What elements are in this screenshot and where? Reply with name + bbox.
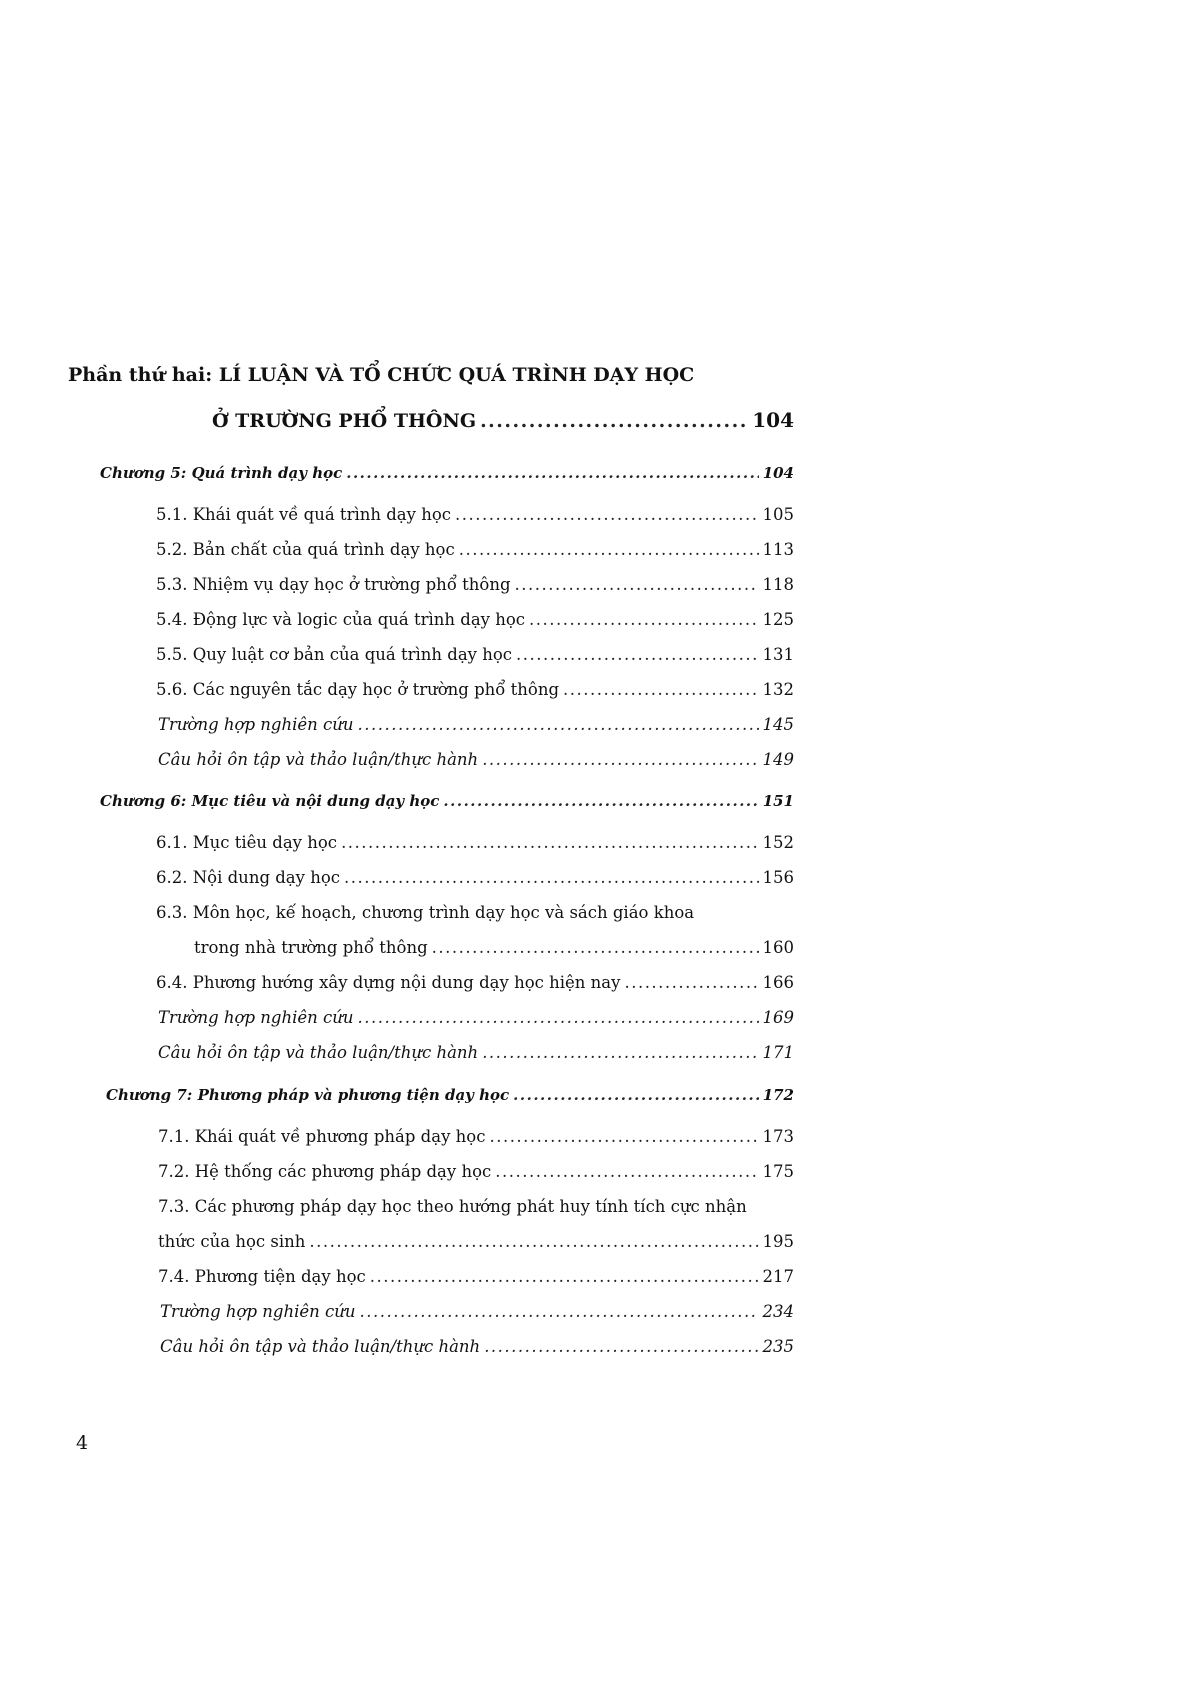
entry-page-number: 235: [762, 1337, 794, 1356]
entry-page-number: 156: [762, 868, 794, 887]
leader-dots: [357, 1008, 758, 1027]
part-heading: [68, 364, 694, 386]
entry-page-number: 152: [762, 833, 794, 852]
entry-title: 6.4. Phương hướng xây dựng nội dung dạy học hiện nay: [156, 973, 621, 992]
entry-page-number: 125: [762, 610, 794, 629]
leader-dots: [359, 1302, 758, 1321]
leader-dots: [563, 680, 758, 699]
leader-dots: [370, 1267, 759, 1286]
leader-dots: [443, 792, 758, 810]
entry-page-number: 171: [762, 1043, 794, 1062]
leader-dots: [495, 1162, 758, 1181]
chapter-page-number: 172: [762, 1086, 794, 1104]
chapter-title: Chương 7: Phương pháp và phương tiện dạy học: [106, 1086, 510, 1104]
chapter-page-number: 104: [762, 464, 794, 482]
entry-title: 6.3. Môn học, kế hoạch, chương trình dạy học và sách giáo khoa: [156, 903, 695, 922]
entry-title: 5.5. Quy luật cơ bản của quá trình dạy học: [156, 645, 513, 664]
part-title-line1: LÍ LUẬN VÀ TỔ CHỨC QUÁ TRÌNH DẠY HỌC: [218, 364, 695, 386]
toc-entry[interactable]: [158, 1267, 794, 1286]
entry-title: 5.6. Các nguyên tắc dạy học ở trường phổ thông: [156, 680, 560, 699]
toc-entry[interactable]: [156, 645, 794, 664]
entry-title: 7.1. Khái quát về phương pháp dạy học: [158, 1127, 486, 1146]
entry-page-number: 118: [762, 575, 794, 594]
entry-title: 5.3. Nhiệm vụ dạy học ở trường phổ thông: [156, 575, 511, 594]
leader-dots: [346, 464, 758, 482]
toc-entry[interactable]: [194, 938, 794, 957]
toc-entry[interactable]: [156, 540, 794, 559]
leader-dots: [341, 833, 758, 852]
toc-entry[interactable]: [160, 1302, 794, 1321]
page-number: 4: [76, 1432, 89, 1454]
leader-dots: [480, 410, 748, 432]
entry-page-number: 105: [762, 505, 794, 524]
leader-dots: [432, 938, 759, 957]
leader-dots: [309, 1232, 758, 1251]
leader-dots: [357, 715, 758, 734]
toc-entry[interactable]: [156, 610, 794, 629]
leader-dots: [515, 575, 759, 594]
leader-dots: [482, 750, 758, 769]
entry-page-number: 195: [762, 1232, 794, 1251]
toc-entry[interactable]: [156, 680, 794, 699]
leader-dots: [484, 1337, 758, 1356]
leader-dots: [482, 1043, 758, 1062]
entry-title-continued: thức của học sinh: [158, 1232, 306, 1251]
toc-entry[interactable]: [158, 1127, 794, 1146]
leader-dots: [344, 868, 758, 887]
chapter-5-entry[interactable]: [100, 464, 794, 482]
entry-page-number: 113: [762, 540, 794, 559]
chapter-title: Chương 5: Quá trình dạy học: [100, 464, 343, 482]
leader-dots: [529, 610, 758, 629]
toc-entry[interactable]: [156, 505, 794, 524]
leader-dots: [455, 505, 759, 524]
toc-entry[interactable]: [158, 750, 794, 769]
entry-title: Câu hỏi ôn tập và thảo luận/thực hành: [158, 750, 479, 769]
toc-entry[interactable]: [156, 575, 794, 594]
part-page-number: 104: [752, 408, 794, 432]
entry-title: 5.1. Khái quát về quá trình dạy học: [156, 505, 451, 524]
toc-entry[interactable]: [158, 1008, 794, 1027]
entry-title: 7.3. Các phương pháp dạy học theo hướng phát huy tính tích cực nhận: [158, 1197, 747, 1216]
toc-entry[interactable]: [158, 1162, 794, 1181]
chapter-7-entry[interactable]: [106, 1086, 794, 1104]
entry-page-number: 169: [762, 1008, 794, 1027]
entry-page-number: 132: [762, 680, 794, 699]
chapter-page-number: 151: [762, 792, 794, 810]
part-label: Phần thứ hai:: [68, 364, 213, 386]
entry-page-number: 160: [762, 938, 794, 957]
entry-title: 5.2. Bản chất của quá trình dạy học: [156, 540, 455, 559]
entry-title: 6.1. Mục tiêu dạy học: [156, 833, 338, 852]
entry-page-number: 131: [762, 645, 794, 664]
entry-page-number: 166: [762, 973, 794, 992]
part-title-line2: Ở TRƯỜNG PHỔ THÔNG: [212, 410, 477, 432]
toc-entry[interactable]: [156, 833, 794, 852]
entry-title: Trường hợp nghiên cứu: [158, 1008, 354, 1027]
entry-title: Trường hợp nghiên cứu: [158, 715, 354, 734]
entry-title: Câu hỏi ôn tập và thảo luận/thực hành: [158, 1043, 479, 1062]
entry-title: 7.2. Hệ thống các phương pháp dạy học: [158, 1162, 492, 1181]
entry-page-number: 145: [762, 715, 794, 734]
entry-title: 7.4. Phương tiện dạy học: [158, 1267, 366, 1286]
toc-entry[interactable]: [158, 1043, 794, 1062]
leader-dots: [513, 1086, 759, 1104]
leader-dots: [624, 973, 758, 992]
entry-title: Trường hợp nghiên cứu: [160, 1302, 356, 1321]
entry-page-number: 234: [762, 1302, 794, 1321]
toc-entry[interactable]: [160, 1337, 794, 1356]
chapter-6-entry[interactable]: [100, 792, 794, 810]
leader-dots: [516, 645, 758, 664]
toc-entry[interactable]: [156, 868, 794, 887]
entry-title-continued: trong nhà trường phổ thông: [194, 938, 428, 957]
leader-dots: [489, 1127, 758, 1146]
entry-page-number: 217: [762, 1267, 794, 1286]
toc-entry[interactable]: [156, 973, 794, 992]
leader-dots: [459, 540, 759, 559]
entry-title: 5.4. Động lực và logic của quá trình dạy học: [156, 610, 526, 629]
entry-page-number: 175: [762, 1162, 794, 1181]
entry-title: 6.2. Nội dung dạy học: [156, 868, 341, 887]
part-title-row[interactable]: [212, 408, 794, 432]
toc-entry[interactable]: [158, 715, 794, 734]
toc-entry[interactable]: [158, 1232, 794, 1251]
entry-title: Câu hỏi ôn tập và thảo luận/thực hành: [160, 1337, 481, 1356]
chapter-title: Chương 6: Mục tiêu và nội dung dạy học: [100, 792, 440, 810]
entry-page-number: 149: [762, 750, 794, 769]
entry-page-number: 173: [762, 1127, 794, 1146]
